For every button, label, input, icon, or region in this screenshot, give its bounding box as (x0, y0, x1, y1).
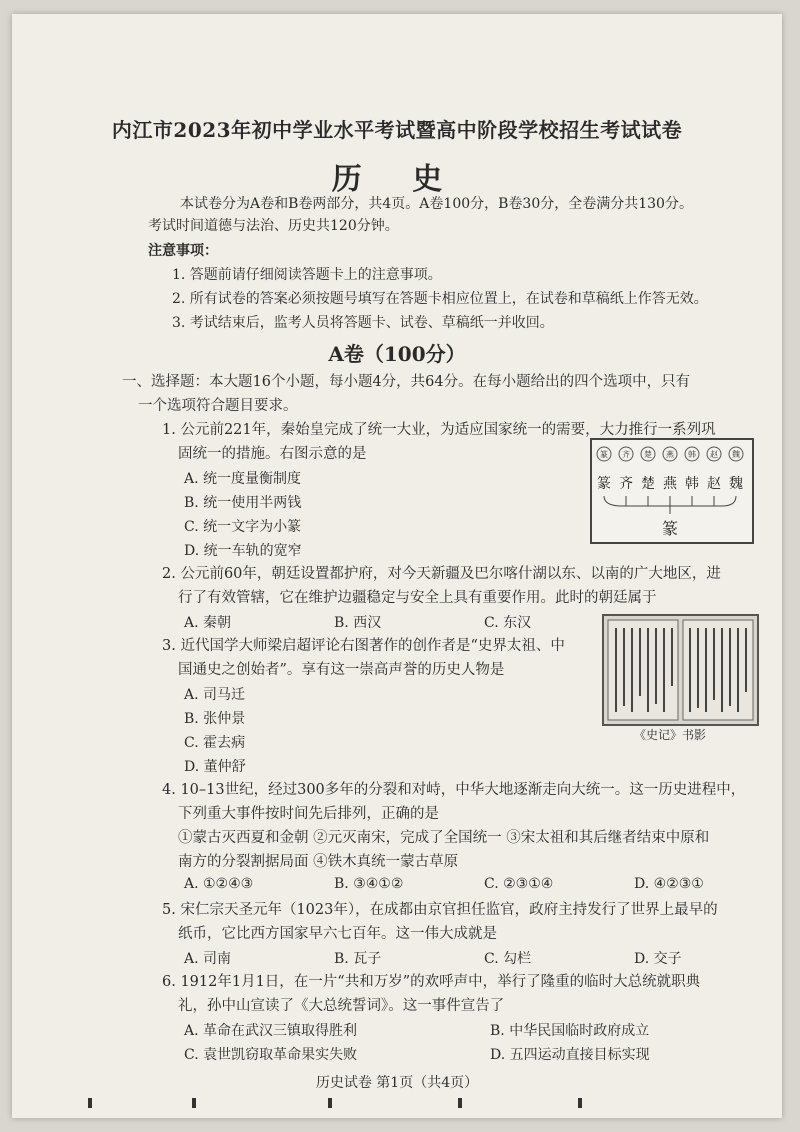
fig1-mid-char-6: 赵 (707, 476, 721, 492)
q6-option-c: C. 袁世凯窃取革命果实失败 (184, 1047, 358, 1063)
notice-1: 1. 答题前请仔细阅读答题卡上的注意事项。 (172, 267, 442, 283)
q2-option-c: C. 东汉 (484, 615, 532, 631)
q5-option-a: A. 司南 (184, 951, 232, 967)
binding-mark (192, 1098, 196, 1108)
q5-option-d: D. 交子 (634, 951, 682, 967)
q2-option-a: A. 秦朝 (184, 615, 232, 631)
exam-page (12, 14, 782, 1118)
fig1-mid-char-1: 篆 (597, 476, 611, 492)
q4-option-a: A. ①②④③ (184, 876, 254, 892)
q3-option-d: D. 董仲舒 (184, 759, 246, 775)
q3-option-b: B. 张仲景 (184, 711, 246, 727)
script-diagram (592, 440, 752, 542)
section-intro-1: 一、选择题：本大题16个小题，每小题4分，共64分。在每小题给出的四个选项中，只有 (122, 374, 691, 390)
q5-stem-2: 纸币，它比西方国家早六七百年。这一伟大成就是 (178, 926, 497, 942)
q1-option-b: B. 统一使用半两钱 (184, 495, 302, 511)
fig1-mid-char-4: 燕 (663, 476, 677, 492)
binding-mark (328, 1098, 332, 1108)
section-title: A卷（100分） (328, 342, 466, 366)
fig1-bottom-char: 篆 (661, 519, 679, 538)
q2-option-b: B. 西汉 (334, 615, 382, 631)
q5-option-b: B. 瓦子 (334, 951, 382, 967)
shiji-book-pages (604, 616, 757, 724)
q5-stem-1: 5. 宋仁宗天圣元年（1023年），在成都由京官担任监官，政府主持发行了世界上最早的 (162, 902, 718, 918)
fig1-mid-char-5: 韩 (685, 476, 699, 492)
q5-option-c: C. 勾栏 (484, 951, 532, 967)
q3-stem-2: 国通史之创始者”。享有这一崇高声誉的历史人物是 (178, 662, 505, 678)
subject-title: 历 史 (331, 162, 463, 197)
fig1-top-label-1: 篆 (600, 450, 608, 459)
page-footer: 历史试卷 第1页（共4页） (315, 1075, 479, 1091)
binding-mark (88, 1098, 92, 1108)
q4-stem-2: 下列重大事件按时间先后排列，正确的是 (178, 806, 439, 822)
q1-stem-1: 1. 公元前221年，秦始皇完成了统一大业，为适应国家统一的需要，大力推行一系列巩 (162, 422, 716, 438)
q4-option-b: B. ③④①② (334, 876, 404, 892)
q4-stem-1: 4. 10–13世纪，经过300多年的分裂和对峙，中华大地逐渐走向大统一。这一历史进程中， (162, 782, 746, 798)
q6-stem-2: 礼，孙中山宣读了《大总统誓词》。这一事件宣告了 (178, 998, 505, 1014)
shiji-book-image (602, 614, 759, 726)
fig1-mid-char-7: 魏 (729, 476, 743, 492)
notice-title: 注意事项： (148, 243, 218, 259)
q2-stem-2: 行了有效管辖，它在维护边疆稳定与安全上具有重要作用。此时的朝廷属于 (178, 590, 657, 606)
fig1-top-label-4: 燕 (666, 450, 674, 459)
shiji-caption: 《史记》书影 (634, 728, 707, 742)
fig1-top-label-2: 齐 (622, 450, 630, 459)
fig1-top-label-5: 韩 (688, 450, 696, 459)
q6-option-b: B. 中华民国临时政府成立 (490, 1023, 650, 1039)
intro-line-1: 本试卷分为A卷和B卷两部分，共4页。A卷100分，B卷30分，全卷满分共130分。 (180, 196, 693, 212)
q3-option-a: A. 司马迁 (184, 687, 246, 703)
q6-option-d: D. 五四运动直接目标实现 (490, 1047, 650, 1063)
q6-option-a: A. 革命在武汉三镇取得胜利 (184, 1023, 358, 1039)
fig1-top-label-6: 赵 (710, 450, 718, 459)
notice-2: 2. 所有试卷的答案必须按题号填写在答题卡相应位置上，在试卷和草稿纸上作答无效。 (172, 291, 708, 307)
fig1-top-label-7: 魏 (732, 450, 740, 459)
fig1-mid-char-3: 楚 (641, 476, 655, 492)
q4-stem-4: 南方的分裂割据局面 ④铁木真统一蒙古草原 (178, 854, 459, 870)
q1-stem-2: 固统一的措施。右图示意的是 (178, 446, 367, 462)
notice-3: 3. 考试结束后，监考人员将答题卡、试卷、草稿纸一并收回。 (172, 315, 554, 331)
exam-title: 内江市2023年初中学业水平考试暨高中阶段学校招生考试试卷 (111, 118, 683, 142)
intro-line-2: 考试时间道德与法治、历史共120分钟。 (148, 218, 399, 234)
q1-option-d: D. 统一车轨的宽窄 (184, 543, 302, 559)
q6-stem-1: 6. 1912年1月1日，在一片“共和万岁”的欢呼声中，举行了隆重的临时大总统就职典 (162, 974, 701, 990)
q4-option-c: C. ②③①④ (484, 876, 554, 892)
q3-stem-1: 3. 近代国学大师梁启超评论右图著作的创作者是“史界太祖、中 (162, 638, 565, 654)
binding-mark (578, 1098, 582, 1108)
q4-option-d: D. ④②③① (634, 876, 704, 892)
section-intro-2: 一个选项符合题目要求。 (138, 398, 298, 414)
binding-mark (458, 1098, 462, 1108)
q4-stem-3: ①蒙古灭西夏和金朝 ②元灭南宋，完成了全国统一 ③宋太祖和其后继者结束中原和 (178, 830, 710, 846)
fig1-mid-char-2: 齐 (619, 476, 633, 492)
q1-option-c: C. 统一文字为小篆 (184, 519, 302, 535)
script-unification-figure (590, 438, 754, 544)
fig1-top-label-3: 楚 (644, 450, 652, 459)
q2-stem-1: 2. 公元前60年，朝廷设置都护府，对今天新疆及巴尔喀什湖以东、以南的广大地区，进 (162, 566, 721, 582)
q3-option-c: C. 霍去病 (184, 735, 246, 751)
q1-option-a: A. 统一度量衡制度 (184, 471, 302, 487)
